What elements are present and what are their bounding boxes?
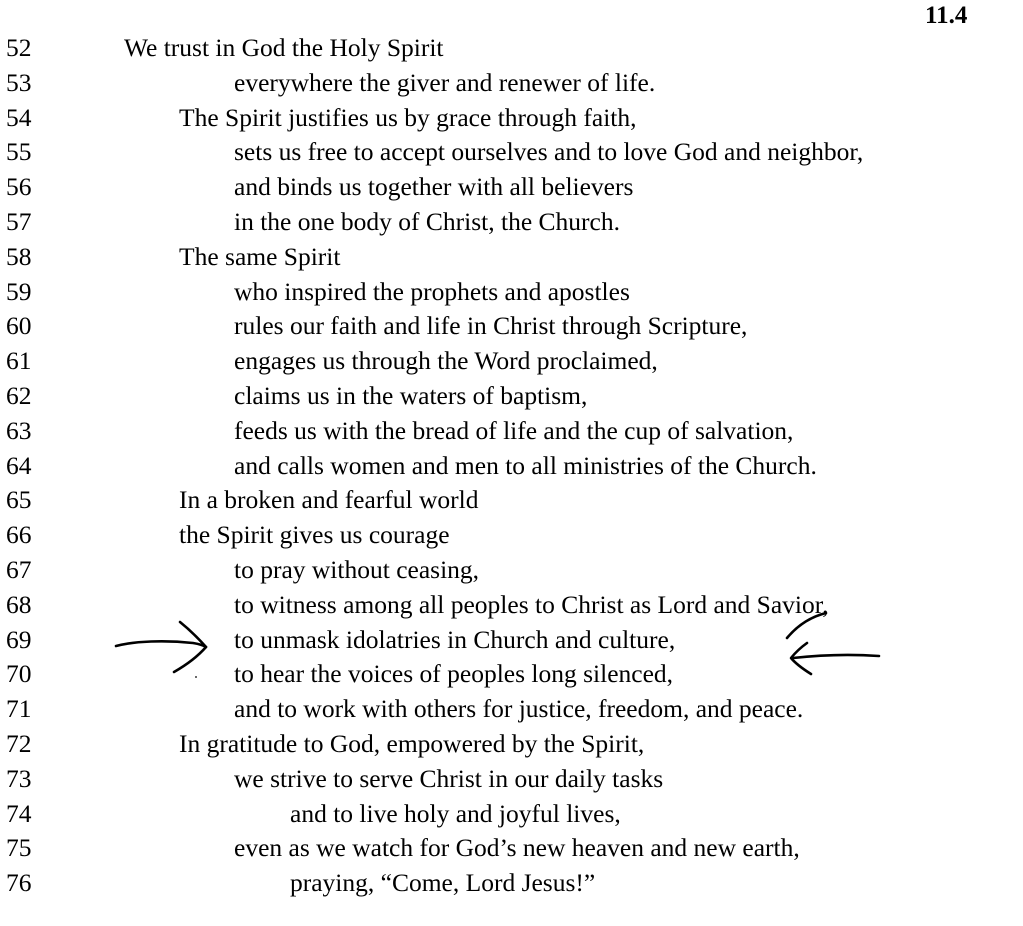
line-number: 76 <box>6 868 32 898</box>
line-text: to unmask idolatries in Church and culture, <box>234 624 676 654</box>
line-text: feeds us with the bread of life and the cup of salvation, <box>234 415 794 445</box>
text-line <box>0 483 1023 518</box>
text-line <box>0 623 1023 658</box>
line-text: sets us free to accept ourselves and to love God and neighbor, <box>234 137 864 167</box>
line-number: 66 <box>6 520 32 550</box>
text-line <box>0 553 1023 588</box>
line-number: 58 <box>6 241 32 271</box>
line-text: engages us through the Word proclaimed, <box>234 346 658 376</box>
text-line <box>0 588 1023 623</box>
line-text: The same Spirit <box>179 241 341 271</box>
text-line <box>0 657 1023 692</box>
line-number: 68 <box>6 589 32 619</box>
line-number: 70 <box>6 659 32 689</box>
line-text: In gratitude to God, empowered by the Spirit, <box>179 728 645 758</box>
line-number: 61 <box>6 346 32 376</box>
line-text: the Spirit gives us courage <box>179 520 450 550</box>
text-line <box>0 31 1023 66</box>
text-line <box>0 727 1023 762</box>
text-line <box>0 101 1023 136</box>
line-text: We trust in God the Holy Spirit <box>124 33 444 62</box>
line-text: we strive to serve Christ in our daily tasks <box>234 763 664 793</box>
line-number: 63 <box>6 415 32 445</box>
line-text: in the one body of Christ, the Church. <box>234 206 620 236</box>
line-number: 73 <box>6 763 32 793</box>
line-text: who inspired the prophets and apostles <box>234 276 630 306</box>
text-line <box>0 762 1023 797</box>
text-line <box>0 135 1023 170</box>
line-number: 54 <box>6 102 32 132</box>
text-line <box>0 449 1023 484</box>
text-line <box>0 866 1023 901</box>
text-line <box>0 831 1023 866</box>
line-text: rules our faith and life in Christ through Scripture, <box>234 311 748 341</box>
line-number: 75 <box>6 833 32 863</box>
text-line <box>0 309 1023 344</box>
line-text: praying, “Come, Lord Jesus!” <box>290 868 596 898</box>
line-text: The Spirit justifies us by grace through faith, <box>179 102 637 132</box>
line-number: 52 <box>6 33 32 62</box>
section-number: 11.4 <box>925 2 968 29</box>
line-number: 74 <box>6 798 32 828</box>
line-number: 67 <box>6 554 32 584</box>
line-number: 55 <box>6 137 32 167</box>
line-text: and to live holy and joyful lives, <box>290 798 621 828</box>
line-text: and calls women and men to all ministries of the Church. <box>234 450 817 480</box>
text-line <box>0 379 1023 414</box>
line-number: 62 <box>6 380 32 410</box>
line-number: 60 <box>6 311 32 341</box>
line-text: and binds us together with all believers <box>234 172 634 202</box>
line-number: 64 <box>6 450 32 480</box>
line-number: 57 <box>6 206 32 236</box>
line-text: everywhere the giver and renewer of life. <box>234 67 656 97</box>
line-text: to hear the voices of peoples long silenced, <box>234 659 674 689</box>
line-text: to pray without ceasing, <box>234 554 480 584</box>
text-line <box>0 66 1023 101</box>
line-text: even as we watch for God’s new heaven and new earth, <box>234 833 800 863</box>
text-line <box>0 275 1023 310</box>
line-text: to witness among all peoples to Christ as Lord and Savior, <box>234 589 829 619</box>
line-number: 56 <box>6 172 32 202</box>
line-number: 71 <box>6 694 32 724</box>
numbered-lines <box>0 31 1023 901</box>
text-line <box>0 240 1023 275</box>
line-text: and to work with others for justice, freedom, and peace. <box>234 694 804 724</box>
text-line <box>0 518 1023 553</box>
line-text: claims us in the waters of baptism, <box>234 380 588 410</box>
text-line <box>0 692 1023 727</box>
text-line <box>0 205 1023 240</box>
line-number: 72 <box>6 728 32 758</box>
line-number: 59 <box>6 276 32 306</box>
text-line <box>0 414 1023 449</box>
text-line <box>0 170 1023 205</box>
line-text: In a broken and fearful world <box>179 485 479 515</box>
text-line <box>0 344 1023 379</box>
line-number: 53 <box>6 67 32 97</box>
line-number: 65 <box>6 485 32 515</box>
line-number: 69 <box>6 624 32 654</box>
text-line <box>0 797 1023 832</box>
